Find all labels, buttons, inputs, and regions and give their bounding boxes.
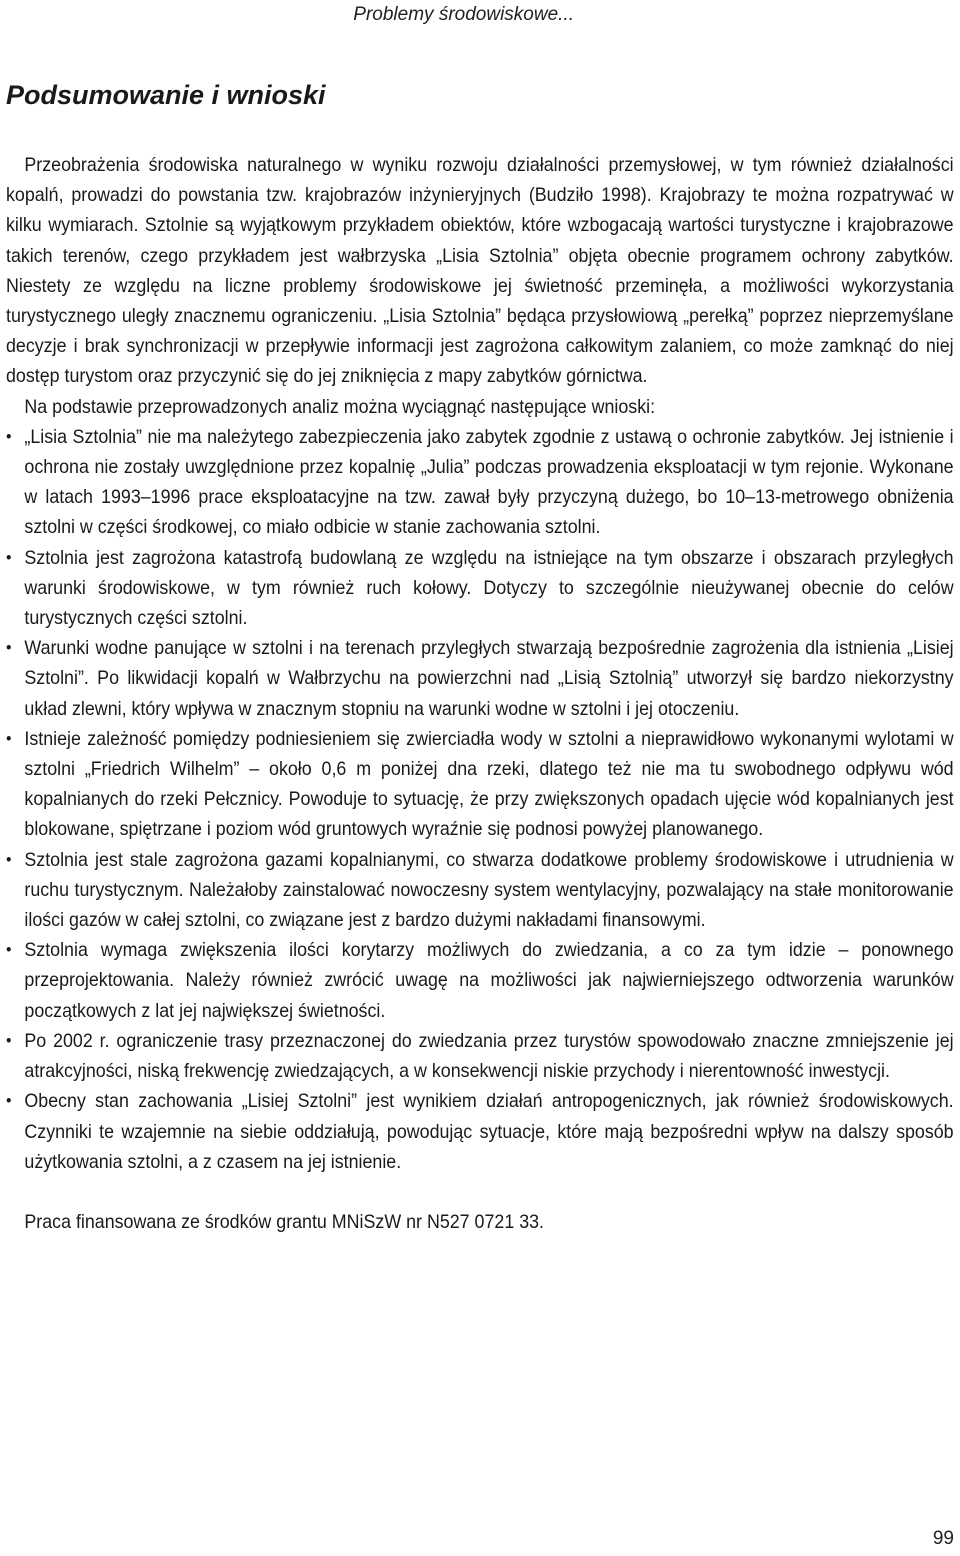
conclusions-lead: Na podstawie przeprowadzonych analiz można wyciągnąć następujące wnioski:	[24, 395, 656, 418]
list-item-text: Sztolnia wymaga zwiększenia ilości korytarzy możliwych do zwiedzania, a co za tym idzie – ponownego przeprojektowania. Należy również zwrócić uwagę na możliwości jak najwierniejszego odtworzenia warunków początkowych z lat jej największej świetności.	[24, 939, 954, 1022]
list-item	[6, 633, 954, 724]
bullet-icon: •	[6, 547, 12, 567]
list-item	[6, 1026, 954, 1086]
bullet-icon: •	[6, 940, 12, 960]
list-item-text: Sztolnia jest zagrożona katastrofą budowlaną ze względu na istniejące na tym obszarze i obszarach przyległych warunki środowiskowe, w tym również ruch kołowy. Dotyczy to szczególnie nieużywanej obecnie do celów turystycznych części sztolni.	[24, 546, 954, 630]
list-item-text: Warunki wodne panujące w sztolni i na terenach przyległych stwarzają bezpośrednie zagrożenia dla istnienia „Lisiej Sztolni”. Po likwidacji kopalń w Wałbrzychu na powierzchni nad „Lisią Sztolnią” utworzył się bardzo niekorzystny układ zlewni, który wpływa w znacznym stopniu na warunki wodne w sztolni i jej otoczeniu.	[24, 637, 954, 720]
list-item	[6, 543, 954, 634]
list-item	[6, 422, 954, 543]
funding-note: Praca finansowana ze środków grantu MNiSzW nr N527 0721 33.	[24, 1210, 544, 1233]
page-number: 99	[932, 1528, 954, 1549]
list-item	[6, 1086, 954, 1177]
list-item-text: Obecny stan zachowania „Lisiej Sztolni” jest wynikiem działań antropogenicznych, jak również środowiskowych. Czynniki te wzajemnie na siebie oddziałują, powodując sytuacje, które mają bezpośredni wpływ na dalszy sposób użytkowania sztolni, a z czasem na jej istnienie.	[24, 1090, 954, 1173]
list-item-text: Sztolnia jest stale zagrożona gazami kopalnianymi, co stwarza dodatkowe problemy środowiskowe i utrudnienia w ruchu turystycznym. Należałoby zainstalować nowoczesny system wentylacyjny, pozwalający na stałe monitorowanie ilości gazów w całej sztolni, co związane jest z bardzo dużymi nakładami finansowymi.	[24, 848, 954, 932]
bullet-icon: •	[6, 849, 12, 869]
body-text	[6, 150, 954, 1237]
list-item	[6, 724, 954, 845]
running-header: Problemy środowiskowe...	[353, 4, 574, 25]
bullet-icon: •	[6, 426, 12, 446]
list-item-text: Po 2002 r. ograniczenie trasy przeznaczonej do zwiedzania przez turystów spowodowało znaczne zmniejszenie jej atrakcyjności, niską frekwencję zwiedzających, a w konsekwencji niskie przychody i nierentowność inwestycji.	[24, 1029, 954, 1083]
list-item	[6, 935, 954, 1026]
bullet-icon: •	[6, 1091, 12, 1111]
bullet-icon: •	[6, 638, 12, 658]
list-item-text: Istnieje zależność pomiędzy podniesieniem się zwierciadła wody w sztolni a nieprawidłowo wykonanymi wylotami w sztolni „Friedrich Wilhelm” – około 0,6 m poniżej dna rzeki, dlatego też nie ma tu swobodnego odpływu wód kopalnianych do rzeki Pełcznicy. Powoduje to sytuację, że przy zwiększonych opadach ujęcie wód kopalnianych jest blokowane, spiętrzane i poziom wód gruntowych wyraźnie się podnosi powyżej planowanego.	[24, 727, 954, 841]
conclusions-list	[6, 422, 954, 1177]
list-item	[6, 845, 954, 936]
bullet-icon: •	[6, 1030, 12, 1050]
bullet-icon: •	[6, 728, 12, 748]
section-title: Podsumowanie i wnioski	[6, 80, 326, 110]
list-item-text: „Lisia Sztolnia” nie ma należytego zabezpieczenia jako zabytek zgodnie z ustawą o ochronie zabytków. Jej istnienie i ochrona nie zostały uwzględnione przez kopalnię „Julia” podczas prowadzenia eksploatacji w tym rejonie. Wykonane w latach 1993–1996 prace eksploatacyjne na tzw. zawał były przyczyną dużego, bo 10–13-metrowego obniżenia sztolni w części środkowej, co miało odbicie w stanie zachowania sztolni.	[24, 425, 954, 539]
intro-paragraph: Przeobrażenia środowiska naturalnego w wyniku rozwoju działalności przemysłowej, w tym również działalności kopalń, prowadzi do powstania tzw. krajobrazów inżynieryjnych (Budziło 1998). Krajobrazy te można rozpatrywać w kilku wymiarach. Sztolnie są wyjątkowym przykładem obiektów, które wzbogacają wartości turystyczne i krajobrazowe takich terenów, czego przykładem jest wałbrzyska „Lisia Sztolnia” objęta obecnie programem ochrony zabytków. Niestety ze względu na liczne problemy środowiskowe jej świetność przeminęła, a możliwości wykorzystania turystycznego uległy znacznemu ograniczeniu. „Lisia Sztolnia” będąca przysłowiową „perełką” poprzez nieprzemyślane decyzje i brak synchronizacji w przepływie informacji jest zagrożona całkowitym zalaniem, co może zamknąć do niej dostęp turystom oraz przyczynić się do jej zniknięcia z mapy zabytków górnictwa.	[6, 154, 954, 388]
